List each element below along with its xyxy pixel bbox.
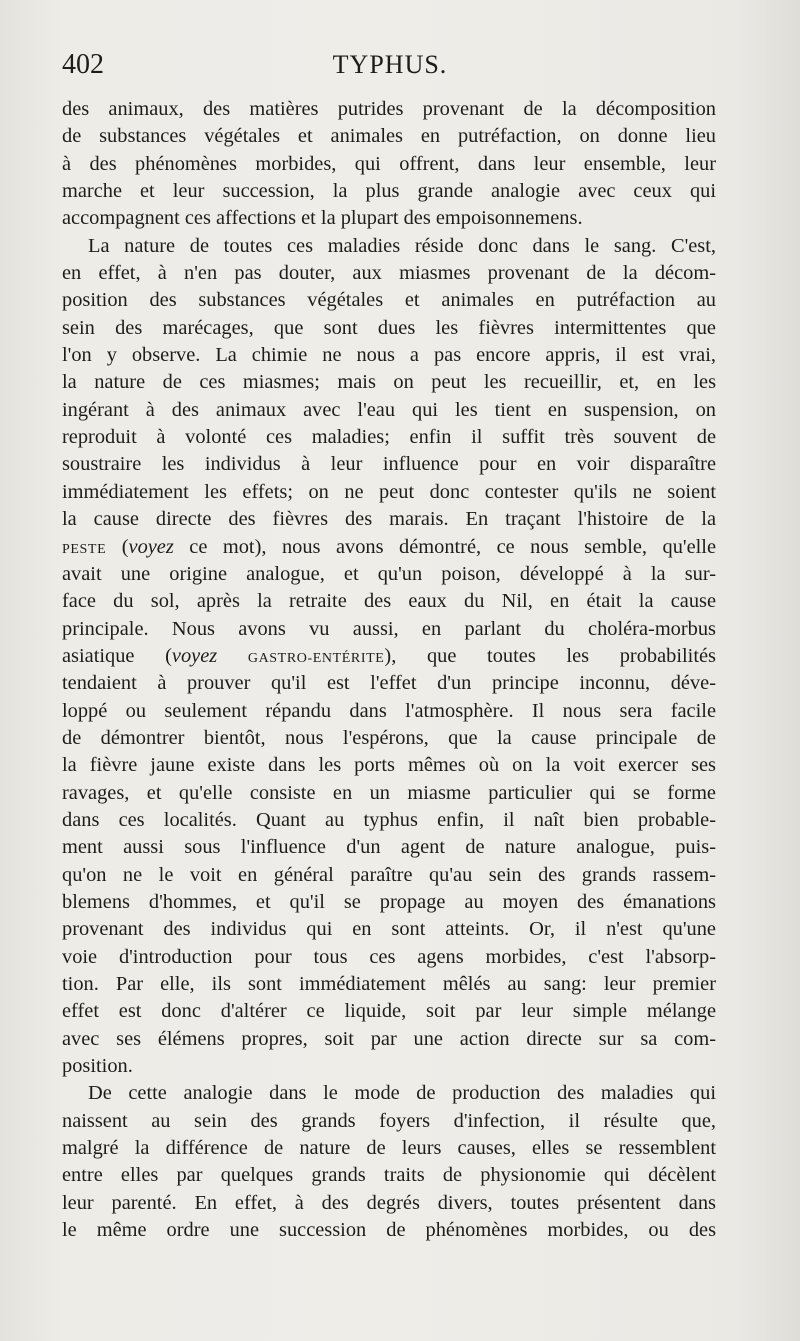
italic-reference: voyez bbox=[171, 644, 218, 667]
text-line: accompagnent ces affections et la plupart des empoisonnemens. bbox=[62, 207, 583, 230]
text-line: la cause directe des fièvres des marais. En traçant l'histoire de la bbox=[62, 508, 716, 531]
text-line: en effet, à n'en pas douter, aux miasmes provenant de la décom- bbox=[62, 262, 716, 285]
body-text bbox=[62, 96, 716, 1244]
text-line: immédiatement les effets; on ne peut donc contester qu'ils ne soient bbox=[62, 480, 716, 503]
text-line: naissent au sein des grands foyers d'infection, il résulte que, bbox=[62, 1109, 716, 1132]
text-line: PESTE (voyez ce mot), nous avons démontré, ce nous semble, qu'elle bbox=[62, 535, 717, 558]
text-line bbox=[62, 643, 716, 670]
text-line: à des phénomènes morbides, qui offrent, dans leur ensemble, leur bbox=[62, 152, 716, 175]
text-line: marche et leur succession, la plus grande analogie avec ceux qui bbox=[62, 180, 716, 203]
text-line: position. bbox=[62, 1055, 133, 1078]
text-line: le même ordre une succession de phénomènes morbides, ou des bbox=[62, 1219, 716, 1242]
text-line: effet est donc d'altérer ce liquide, soit par leur simple mélange bbox=[62, 1000, 716, 1023]
text-line: La nature de toutes ces maladies réside donc dans le sang. C'est, bbox=[88, 234, 716, 257]
text-line: ingérant à des animaux avec l'eau qui les tient en suspension, on bbox=[62, 398, 716, 421]
italic-reference: voyez bbox=[128, 535, 174, 558]
cross-reference: PESTE bbox=[62, 541, 107, 557]
text-line: avec ses élémens propres, soit par une action directe sur sa com- bbox=[62, 1027, 716, 1050]
text-line: la nature de ces miasmes; mais on peut les recueillir, et, en les bbox=[62, 371, 716, 394]
text-line: malgré la différence de nature de leurs causes, elles se ressemblent bbox=[62, 1137, 716, 1160]
text-line: provenant des individus qui en sont atteints. Or, il n'est qu'une bbox=[62, 918, 716, 941]
running-title: TYPHUS. bbox=[332, 50, 448, 79]
line-text: asiatique ( bbox=[62, 644, 172, 667]
text-line: voie d'introduction pour tous ces agens morbides, c'est l'absorp- bbox=[62, 945, 716, 968]
text-line: tion. Par elle, ils sont immédiatement mêlés au sang: leur premier bbox=[62, 973, 716, 995]
text-line: De cette analogie dans le mode de production des maladies qui bbox=[88, 1082, 716, 1105]
text-line: des animaux, des matières putrides provenant de la décomposition bbox=[62, 98, 716, 120]
text-line: leur parenté. En effet, à des degrés divers, toutes présentent dans bbox=[62, 1191, 716, 1214]
text-line: de démontrer bientôt, nous l'espérons, que la cause principale de bbox=[62, 726, 716, 749]
line-text: ce mot), nous avons démontré, ce nous semble, qu'elle bbox=[189, 535, 717, 558]
cross-reference: GASTRO-ENTÉRITE bbox=[247, 650, 385, 666]
text-line: position des substances végétales et animales en putréfaction au bbox=[62, 289, 716, 312]
text-line: qu'on ne le voit en général paraître qu'au sein des grands rassem- bbox=[62, 863, 716, 886]
text-line: loppé ou seulement répandu dans l'atmosphère. Il nous sera facile bbox=[62, 699, 716, 722]
text-line: face du sol, après la retraite des eaux du Nil, en était la cause bbox=[62, 590, 716, 613]
text-line: de substances végétales et animales en putréfaction, on donne lieu bbox=[62, 125, 716, 148]
text-line: entre elles par quelques grands traits de physionomie qui décèlent bbox=[62, 1164, 716, 1187]
text-line: soustraire les individus à leur influence pour en voir disparaître bbox=[62, 453, 716, 476]
text-line: ravages, et qu'elle consiste en un miasme particulier qui se forme bbox=[62, 781, 716, 804]
text-line: l'on y observe. La chimie ne nous a pas encore appris, il est vrai, bbox=[62, 344, 716, 367]
page-number: 402 bbox=[62, 49, 104, 80]
text-line: dans ces localités. Quant au typhus enfin, il naît bien probable- bbox=[62, 808, 716, 831]
line-text: ), que toutes les probabilités bbox=[384, 644, 716, 667]
text-line: la fièvre jaune existe dans les ports mêmes où on la voit exercer ses bbox=[62, 754, 716, 777]
text-line: reproduit à volonté ces maladies; enfin il suffit très souvent de bbox=[62, 426, 716, 449]
text-line: tendaient à prouver qu'il est l'effet d'un principe inconnu, déve- bbox=[62, 672, 716, 695]
text-line: avait une origine analogue, et qu'un poison, développé à la sur- bbox=[62, 562, 716, 585]
text-line: ment aussi sous l'influence d'un agent de nature analogue, puis- bbox=[62, 836, 716, 859]
text-line: principale. Nous avons vu aussi, en parlant du choléra-morbus bbox=[62, 617, 716, 640]
text-line: blemens d'hommes, et qu'il se propage au moyen des émanations bbox=[62, 890, 716, 913]
page-header bbox=[60, 50, 720, 84]
text-line: sein des marécages, que sont dues les fièvres intermittentes que bbox=[62, 316, 716, 339]
